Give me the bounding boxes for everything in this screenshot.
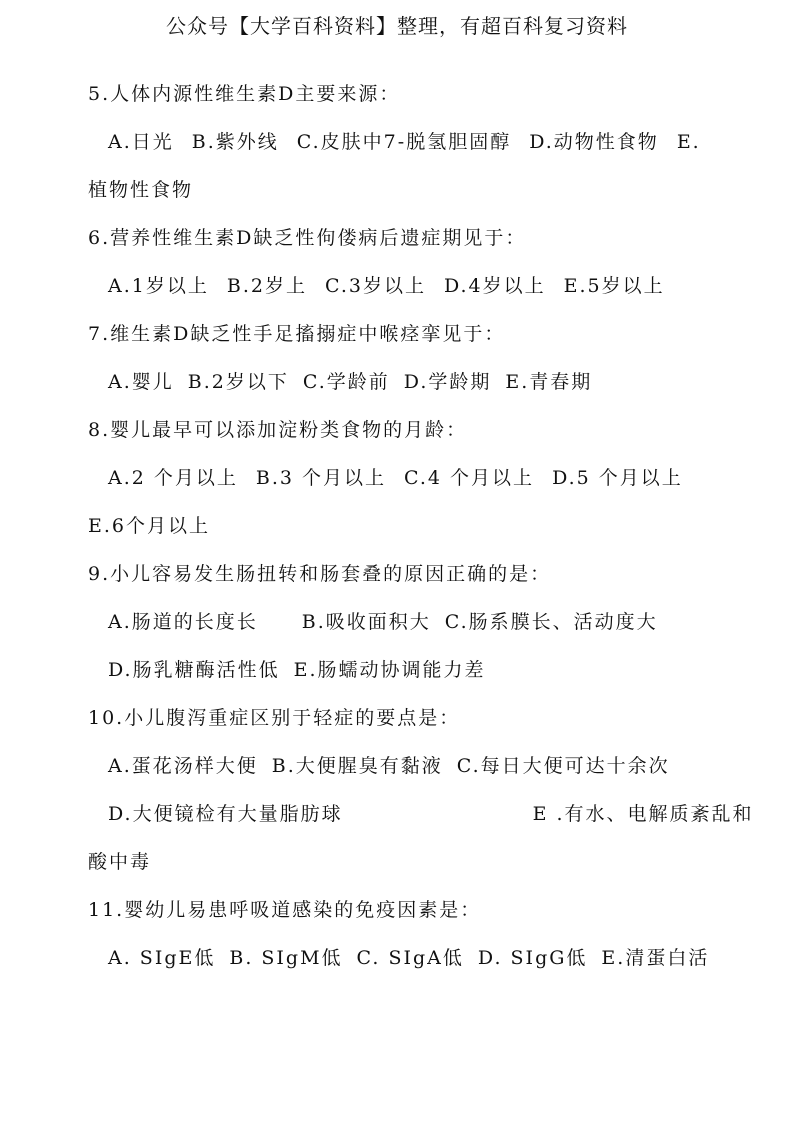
q8-option-a: A.2 个月以上 (108, 467, 238, 489)
q9-option-e: E.肠蠕动协调能力差 (293, 659, 486, 681)
question-6-options (88, 270, 718, 318)
q8-option-b: B.3 个月以上 (255, 467, 387, 489)
question-10-continuation: 酸中毒 (88, 851, 152, 873)
question-9-stem: 9.小儿容易发生肠扭转和肠套叠的原因正确的是： (88, 563, 552, 585)
question-5-continuation: 植物性食物 (88, 179, 194, 201)
question-5-options (88, 126, 718, 174)
question-10-options-row-2 (88, 798, 754, 846)
question-8-options (88, 462, 718, 510)
q7-option-b: B.2岁以下 (187, 371, 289, 393)
q10-option-d: D.大便镜检有大量脂肪球 (108, 803, 343, 825)
q7-option-a: A.婴儿 (108, 371, 174, 393)
question-8-continuation: E.6个月以上 (88, 515, 210, 537)
q8-option-d: D.5 个月以上 (552, 467, 683, 489)
question-10-stem: 10.小儿腹泻重症区别于轻症的要点是： (88, 707, 461, 729)
q9-option-b: B.吸收面积大 (301, 611, 431, 633)
q11-option-b: B. SIgM低 (229, 947, 343, 969)
question-9-options-row-1 (88, 606, 718, 654)
question-10-options-row-1 (88, 750, 718, 798)
q11-option-a: A. SIgE低 (108, 947, 216, 969)
question-7-stem: 7.维生素D缺乏性手足搐搦症中喉痉挛见于： (88, 323, 506, 345)
question-list (88, 78, 754, 990)
q11-option-d: D. SIgG低 (477, 947, 588, 969)
q7-option-c: C.学龄前 (302, 371, 390, 393)
q5-option-c: C.皮肤中7-脱氢胆固醇 (296, 131, 512, 153)
question-9-options-row-2 (88, 654, 718, 702)
q6-option-e: E.5岁以上 (563, 275, 665, 297)
question-11-stem: 11.婴幼儿易患呼吸道感染的免疫因素是： (88, 899, 482, 921)
q5-option-e: E. (676, 131, 701, 153)
q5-option-b: B.紫外线 (191, 131, 279, 153)
q6-option-c: C.3岁以上 (324, 275, 426, 297)
q5-option-d: D.动物性食物 (529, 131, 659, 153)
q6-option-a: A.1岁以上 (108, 275, 209, 297)
q8-option-c: C.4 个月以上 (404, 467, 535, 489)
question-7-options (88, 366, 718, 414)
q10-option-b: B.大便腥臭有黏液 (271, 755, 443, 777)
q7-option-d: D.学龄期 (403, 371, 492, 393)
q10-option-c: C.每日大便可达十余次 (456, 755, 670, 777)
q6-option-b: B.2岁上 (226, 275, 307, 297)
q5-option-a: A.日光 (108, 131, 174, 153)
q9-option-d: D.肠乳糖酶活性低 (108, 659, 280, 681)
q11-option-e: E.清蛋白活 (601, 947, 710, 969)
question-6-stem: 6.营养性维生素D缺乏性佝偻病后遗症期见于： (88, 227, 527, 249)
q9-option-a: A.肠道的长度长 (108, 611, 258, 633)
page-header: 公众号【大学百科资料】整理，有超百科复习资料 (166, 14, 628, 38)
q10-option-e: E .有水、电解质紊乱和 (532, 803, 754, 825)
q9-option-c: C.肠系膜长、活动度大 (444, 611, 658, 633)
q6-option-d: D.4岁以上 (443, 275, 546, 297)
q7-option-e: E.青春期 (505, 371, 593, 393)
q11-option-c: C. SIgA低 (356, 947, 464, 969)
question-8-stem: 8.婴儿最早可以添加淀粉类食物的月龄： (88, 419, 468, 441)
question-11-options (88, 942, 718, 990)
q10-option-a: A.蛋花汤样大便 (108, 755, 258, 777)
question-5-stem: 5.人体内源性维生素D主要来源： (88, 83, 401, 105)
